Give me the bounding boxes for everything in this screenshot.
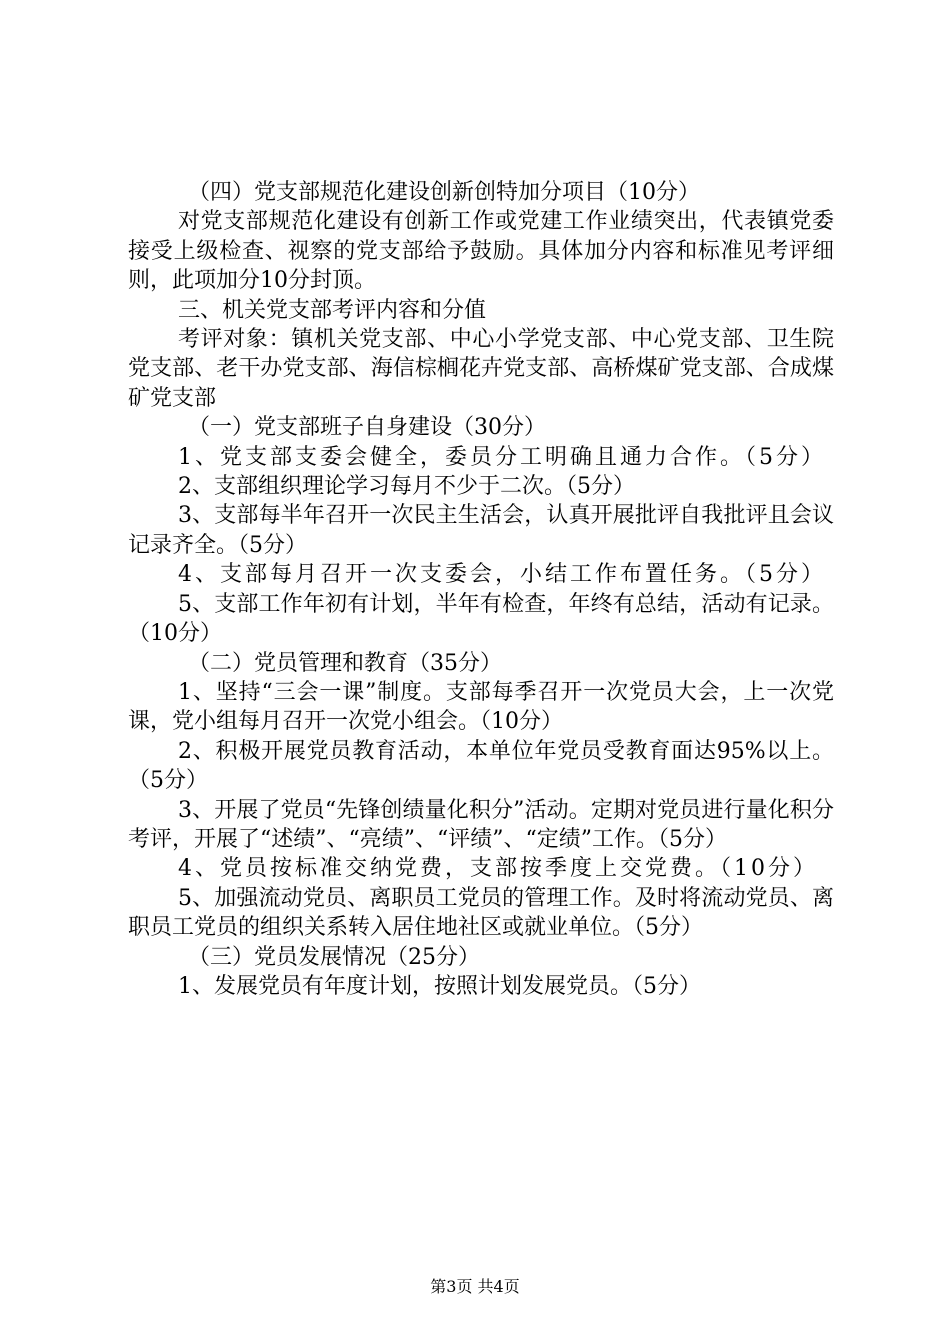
list-item: 4、党员按标准交纳党费，支部按季度上交党费。（10分） — [178, 856, 818, 882]
list-item: 1、党支部支委会健全，委员分工明确且通力合作。（5分） — [178, 444, 826, 470]
list-item: 5、支部工作年初有计划，半年有检查，年终有总结，活动有记录。（10分） — [128, 591, 834, 647]
list-item: 5、加强流动党员、离职员工党员的管理工作。及时将流动党员、离职员工党员的组织关系转入居住地社区或就业单位。（5分） — [128, 885, 834, 941]
page-footer: 第3页 共4页 — [430, 1277, 520, 1296]
section-heading: （三）党员发展情况（25分） — [188, 944, 480, 970]
section-heading: 三、机关党支部考评内容和分值 — [178, 297, 487, 323]
document-body — [128, 178, 834, 1001]
list-item: 1、坚持“三会一课”制度。支部每季召开一次党员大会，上一次党课，党小组每月召开一次党小组会。（10分） — [128, 679, 834, 735]
list-item: 2、积极开展党员教育活动，本单位年党员受教育面达95%以上。（5分） — [128, 738, 834, 794]
paragraph: 对党支部规范化建设有创新工作或党建工作业绩突出，代表镇党委接受上级检查、视察的党支部给予鼓励。具体加分内容和标准见考评细则，此项加分10分封顶。 — [128, 209, 834, 294]
list-item: 2、支部组织理论学习每月不少于二次。（5分） — [178, 474, 635, 500]
list-item: 1、发展党员有年度计划，按照计划发展党员。（5分） — [178, 973, 701, 999]
section-heading: （一）党支部班子自身建设（30分） — [188, 415, 546, 441]
section-heading: （四）党支部规范化建设创新创特加分项目（10分） — [188, 180, 700, 205]
paragraph: 考评对象：镇机关党支部、中心小学党支部、中心党支部、卫生院党支部、老干办党支部、海信棕榈花卉党支部、高桥煤矿党支部、合成煤矿党支部 — [128, 327, 834, 411]
section-heading: （二）党员管理和教育（35分） — [188, 650, 502, 676]
list-item: 3、支部每半年召开一次民主生活会，认真开展批评自我批评且会议记录齐全。（5分） — [128, 503, 834, 558]
list-item: 4、支部每月召开一次支委会，小结工作布置任务。（5分） — [178, 562, 826, 588]
list-item: 3、开展了党员“先锋创绩量化积分”活动。定期对党员进行量化积分考评，开展了“述绩”、“亮绩”、“评绩”、“定绩”工作。（5分） — [128, 797, 834, 852]
